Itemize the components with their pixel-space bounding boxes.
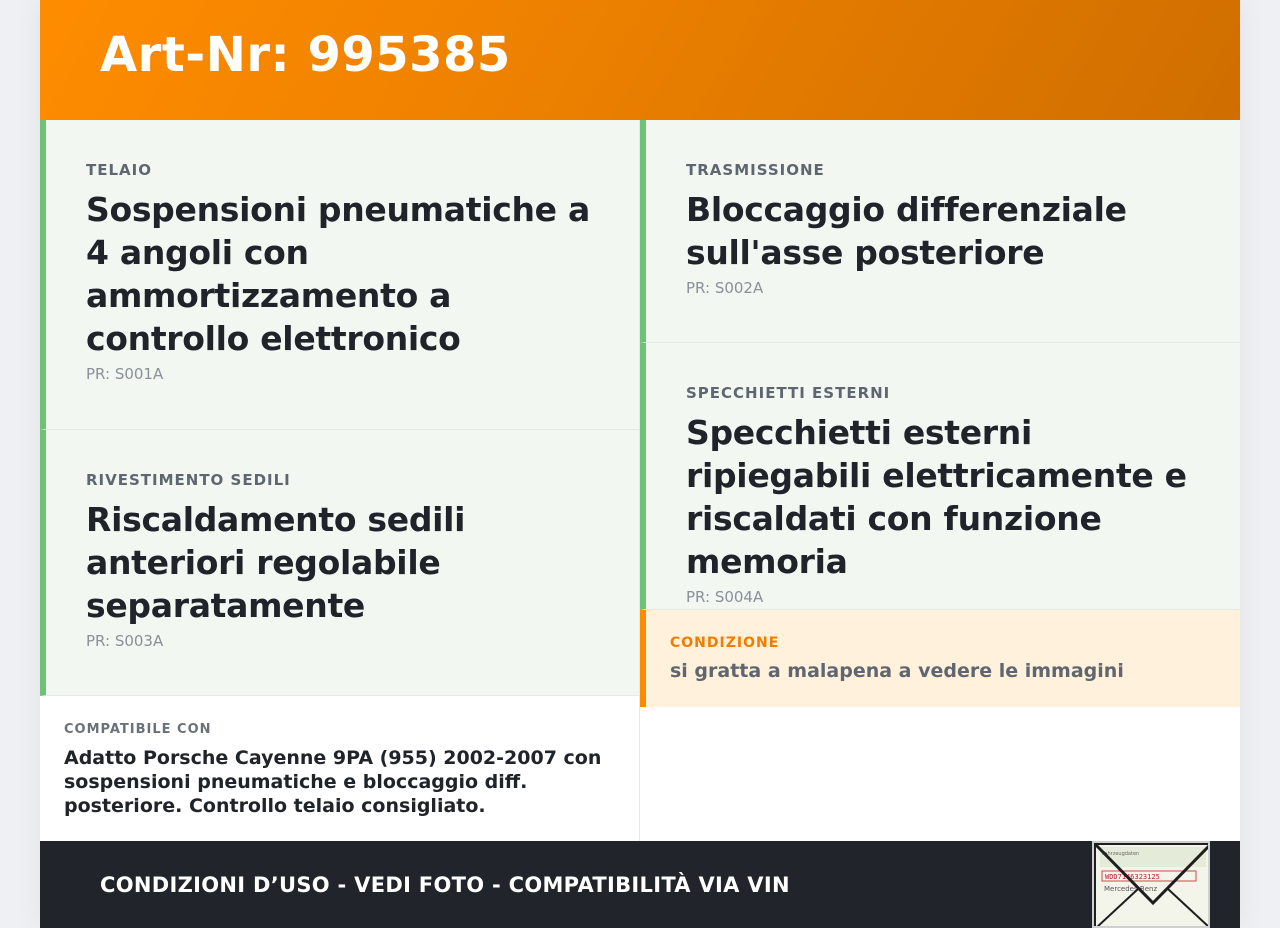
- compatibility-label: COMPATIBILE CON: [64, 722, 212, 737]
- compatibility-text: Adatto Porsche Cayenne 9PA (955) 2002-2007 con sospensioni pneumatiche e bloccaggio diff. posteriore. Controllo telaio consigliato.: [64, 747, 602, 817]
- vehicle-data-thumbnail[interactable]: [1092, 841, 1210, 928]
- option-pr-code: PR: S002A: [686, 279, 764, 297]
- footer-links[interactable]: CONDIZIONI D’USO - VEDI FOTO - COMPATIBILITÀ VIA VIN: [100, 872, 790, 897]
- option-category: TRASMISSIONE: [686, 161, 825, 179]
- compatibility-section: [40, 696, 639, 818]
- envelope-photo-icon: [1094, 843, 1210, 928]
- option-card-telaio: [40, 120, 639, 430]
- product-sheet: [40, 0, 1240, 928]
- condition-box: [640, 610, 1240, 707]
- option-pr-code: PR: S003A: [86, 632, 164, 650]
- article-number-title: Art-Nr: 995385: [100, 27, 511, 83]
- option-card-trasmissione: [640, 120, 1240, 343]
- option-category: RIVESTIMENTO SEDILI: [86, 471, 291, 489]
- option-title: Sospensioni pneumatiche a 4 angoli con ammortizzamento a controllo elettronico: [86, 190, 590, 358]
- thumbnail-label-top: Fahrzeugdaten: [1102, 851, 1140, 857]
- option-card-rivestimento-sedili: [40, 430, 639, 696]
- option-card-specchietti-esterni: [640, 343, 1240, 610]
- option-pr-code: PR: S001A: [86, 365, 164, 383]
- condition-label: CONDIZIONE: [670, 635, 780, 651]
- footer-bar: [40, 841, 1240, 928]
- option-title: Bloccaggio differenziale sull'asse posteriore: [686, 190, 1127, 272]
- option-pr-code: PR: S004A: [686, 588, 764, 606]
- option-title: Riscaldamento sedili anteriori regolabile separatamente: [86, 500, 466, 625]
- options-column-right: [640, 120, 1240, 841]
- option-category: TELAIO: [86, 161, 152, 179]
- option-title: Specchietti esterni ripiegabili elettricamente e riscaldati con funzione memoria: [686, 413, 1187, 581]
- options-column-left: [40, 120, 640, 841]
- options-grid: [40, 120, 1240, 841]
- option-category: SPECCHIETTI ESTERNI: [686, 384, 891, 402]
- condition-text: si gratta a malapena a vedere le immagini: [670, 660, 1124, 682]
- thumbnail-vin-code: WDD7146323125: [1105, 873, 1160, 881]
- thumbnail-brand: Mercedes-Benz: [1104, 885, 1158, 893]
- header-bar: [40, 0, 1240, 120]
